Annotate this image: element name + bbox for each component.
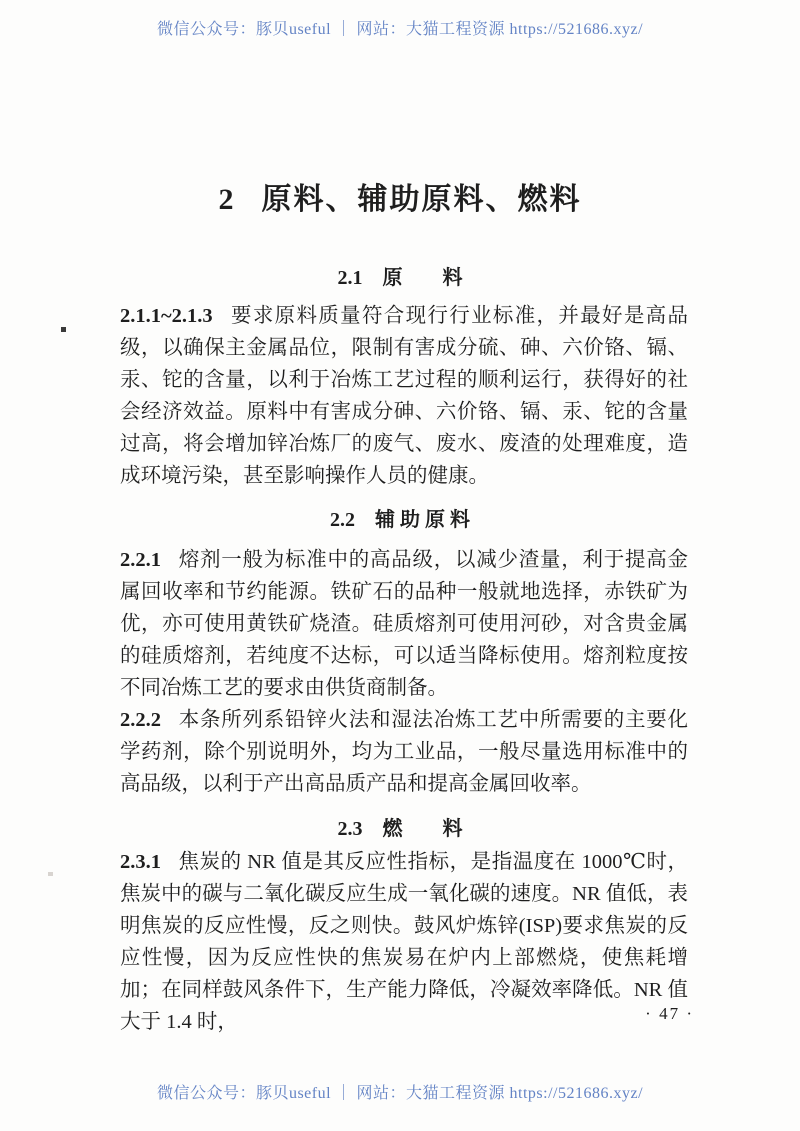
section-heading-2-1 <box>0 261 800 290</box>
paragraph-text: 熔剂一般为标准中的高品级，以减少渣量，利于提高金属回收率和节约能源。铁矿石的品种一般就地选择，赤铁矿为优，亦可使用黄铁矿烧渣。硅质熔剂可使用河砂，对含贵金属的硅质熔剂，若纯度不达标，可以适当降标使用。熔剂粒度按不同冶炼工艺的要求由供货商制备。 <box>120 549 688 699</box>
paragraph-text: 要求原料质量符合现行行业标准，并最好是高品级，以确保主金属品位，限制有害成分硫、砷、六价铬、镉、汞、铊的含量，以利于冶炼工艺过程的顺利运行，获得好的社会经济效益。原料中有害成分砷、六价铬、镉、汞、铊的含量过高，将会增加锌冶炼厂的废气、废水、废渣的处理难度，造成环境污染，甚至影响操作人员的健康。 <box>120 305 688 487</box>
paragraph-text: 本条所列系铅锌火法和湿法冶炼工艺中所需要的主要化学药剂，除个别说明外，均为工业品，一般尽量选用标准中的高品级，以利于产出高品质产品和提高金属回收率。 <box>120 709 688 795</box>
watermark-footer-text: 微信公众号：豚贝useful ｜ 网站：大猫工程资源 https://521686.xyz/ <box>156 1085 644 1102</box>
section-2-3-body <box>120 846 688 1038</box>
paragraph-number: 2.2.1 <box>120 549 161 571</box>
section-2-2-body <box>120 544 688 800</box>
section-heading-2-3 <box>0 812 800 841</box>
scan-artifact <box>48 872 53 876</box>
section-number: 2.2 <box>330 509 355 531</box>
section-number: 2.3 <box>337 818 363 840</box>
chapter-title <box>0 174 800 218</box>
section-title: 辅 助 原 料 <box>375 509 470 531</box>
section-title: 燃 料 <box>382 818 463 840</box>
paragraph <box>120 846 688 1038</box>
paragraph-number: 2.3.1 <box>120 851 161 873</box>
watermark-header-text: 微信公众号：豚贝useful ｜ 网站：大猫工程资源 https://521686.xyz/ <box>156 21 644 38</box>
paragraph-text: 焦炭的 NR 值是其反应性指标，是指温度在 1000℃时，焦炭中的碳与二氧化碳反应生成一氧化碳的速度。NR 值低，表明焦炭的反应性慢，反之则快。鼓风炉炼锌(ISP)要求焦炭的反应性慢，因为反应性快的焦炭易在炉内上部燃烧，使焦耗增加；在同样鼓风条件下，生产能力降低，冷凝效率降低。NR 值大于 1.4 时， <box>120 851 688 1033</box>
section-number: 2.1 <box>337 267 363 289</box>
section-2-1-body <box>120 300 688 492</box>
section-heading-2-2 <box>0 503 800 532</box>
page-number: · 47 · <box>645 1004 694 1023</box>
paragraph-number: 2.1.1~2.1.3 <box>120 305 213 327</box>
chapter-number: 2 <box>218 183 234 216</box>
paragraph <box>120 704 688 800</box>
watermark-footer <box>0 1080 800 1103</box>
paragraph-number: 2.2.2 <box>120 709 161 731</box>
section-title: 原 料 <box>382 267 463 289</box>
scan-artifact <box>61 327 66 332</box>
watermark-header <box>0 16 800 39</box>
paragraph <box>120 300 688 492</box>
chapter-title-text: 原料、辅助原料、燃料 <box>261 183 582 216</box>
paragraph <box>120 544 688 704</box>
